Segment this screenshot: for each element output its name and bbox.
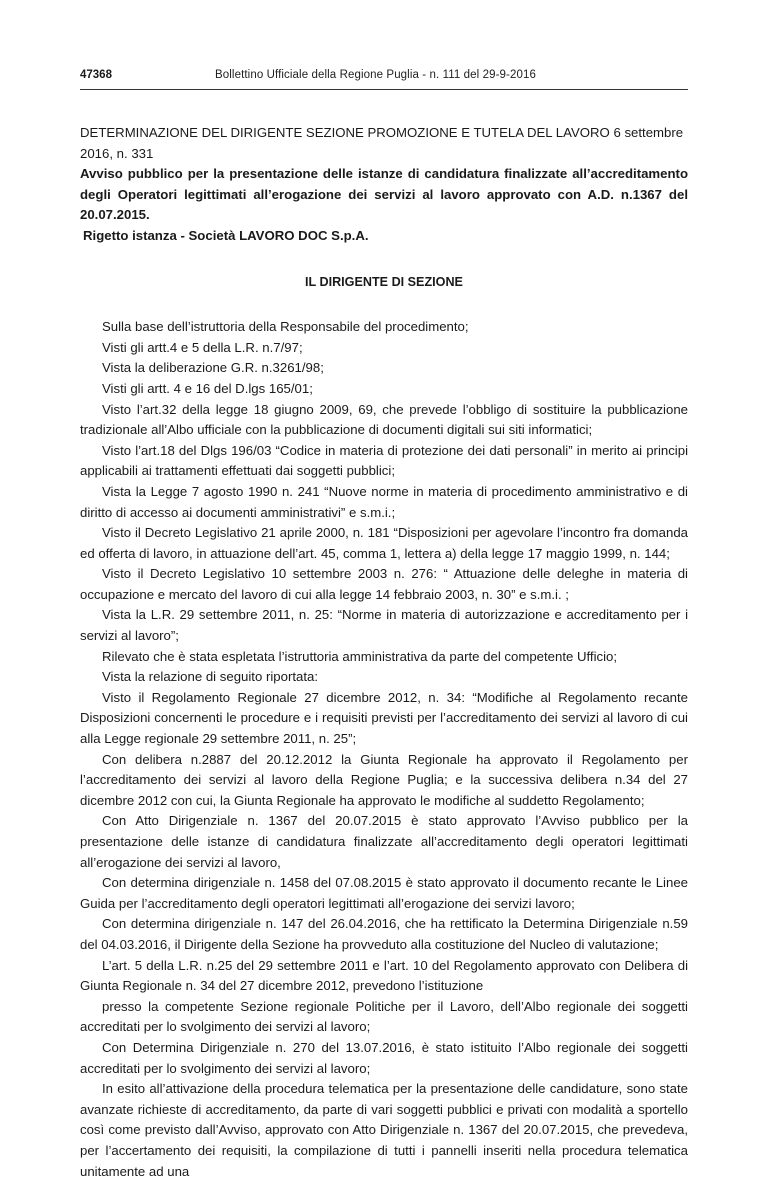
determination-title: DETERMINAZIONE DEL DIRIGENTE SEZIONE PROMOZIONE E TUTELA DEL LAVORO 6 settembre 2016, n. 331 (80, 125, 684, 161)
running-title: Bollettino Ufficiale della Regione Puglia - n. 111 del 29-9-2016 (215, 69, 536, 81)
paragraph: Visto l’art.18 del Dlgs 196/03 “Codice in materia di protezione dei dati personali” in merito ai principi applicabili ai trattamenti effettuati dai soggetti pubblici; (80, 442, 688, 479)
paragraph: Visti gli artt. 4 e 16 del D.lgs 165/01; (102, 380, 313, 396)
paragraph: Rilevato che è stata espletata l’istruttoria amministrativa da parte del competente Ufficio; (102, 648, 618, 664)
header-rule (80, 89, 688, 90)
paragraph: Visto il Decreto Legislativo 10 settembre 2003 n. 276: “ Attuazione delle deleghe in materia di occupazione e mercato del lavoro di cui alla legge 14 febbraio 2003, n. 30” e s.m.i. ; (80, 566, 688, 602)
paragraph: Con determina dirigenziale n. 147 del 26.04.2016, che ha rettificato la Determina Dirigenziale n.59 del 04.03.2016, il Dirigente della Sezione ha provveduto alla costituzione del Nucleo di valutazione; (80, 916, 688, 952)
paragraph: presso la competente Sezione regionale Politiche per il Lavoro, dell’Albo regionale dei soggetti accreditati per lo svolgimento dei servizi al lavoro; (80, 998, 688, 1035)
paragraph: Visto l’art.32 della legge 18 giugno 2009, 69, che prevede l’obbligo di sostituire la pubblicazione tradizionale all’Albo ufficiale con la pubblicazione di documenti digitali sui siti informatici; (80, 401, 688, 438)
section-heading: IL DIRIGENTE DI SEZIONE (305, 274, 463, 289)
paragraph: Con determina dirigenziale n. 1458 del 07.08.2015 è stato approvato il documento recante le Linee Guida per l’accreditamento degli operatori legittimati all’erogazione dei servizi lavoro; (80, 875, 688, 911)
paragraph: Vista la relazione di seguito riportata: (102, 669, 319, 685)
page-number: 47368 (80, 69, 112, 81)
paragraph: In esito all’attivazione della procedura telematica per la presentazione delle candidature, sono state avanzate richieste di accreditamento, da parte di vari soggetti pubblici e privati con modalità a sportello così come previsto dall’Avviso, approvato con Atto Dirigenziale n. 1367 del 20.07.2015, che prevedeva, per l’accertamento dei requisiti, la compilazione di tutti i pannelli inseriti nella procedura telematica unitamente ad una (80, 1081, 688, 1179)
subject-rejection-line: Rigetto istanza - Società LAVORO DOC S.p.A. (83, 227, 369, 243)
paragraph: Sulla base dell’istruttoria della Responsabile del procedimento; (102, 319, 469, 335)
paragraph: Visto il Regolamento Regionale 27 dicembre 2012, n. 34: “Modifiche al Regolamento recante Disposizioni concernenti le procedure e i requisiti previsti per l’accreditamento dei servizi al lavoro di cui alla Legge regionale 29 settembre 2011, n. 25”; (80, 689, 688, 747)
subject-line: Avviso pubblico per la presentazione delle istanze di candidatura finalizzate all’accreditamento degli Operatori legittimati all’erogazione dei servizi al lavoro approvato con A.D. n.1367 del 20.07.2015. (80, 166, 688, 223)
paragraph: Vista la Legge 7 agosto 1990 n. 241 “Nuove norme in materia di procedimento amministrativo e di diritto di accesso ai documenti amministrativi” e s.m.i.; (80, 483, 688, 520)
paragraph: Visti gli artt.4 e 5 della L.R. n.7/97; (102, 339, 303, 355)
paragraph: Visto il Decreto Legislativo 21 aprile 2000, n. 181 “Disposizioni per agevolare l’incontro fra domanda ed offerta di lavoro, in attuazione dell’art. 45, comma 1, lettera a) della legge 17 maggio 1999, n. 144; (80, 525, 688, 561)
paragraph: L’art. 5 della L.R. n.25 del 29 settembre 2011 e l’art. 10 del Regolamento approvato con Delibera di Giunta Regionale n. 34 del 27 dicembre 2012, prevedono l’istituzione (80, 957, 688, 994)
page-header (80, 69, 688, 89)
paragraph: Con Atto Dirigenziale n. 1367 del 20.07.2015 è stato approvato l’Avviso pubblico per la presentazione delle istanze di candidatura finalizzate all’accreditamento degli operatori legittimati all’erogazione dei servizi al lavoro, (80, 813, 688, 870)
document-body (80, 123, 688, 1182)
paragraph: Con delibera n.2887 del 20.12.2012 la Giunta Regionale ha approvato il Regolamento per l’accreditamento dei servizi al lavoro della Regione Puglia; e la successiva delibera n.34 del 27 dicembre 2012 con cui, la Giunta Regionale ha approvato le modifiche al suddetto Regolamento; (80, 751, 688, 808)
paragraph: Vista la deliberazione G.R. n.3261/98; (102, 360, 324, 376)
paragraph: Con Determina Dirigenziale n. 270 del 13.07.2016, è stato istituito l’Albo regionale dei soggetti accreditati per lo svolgimento dei servizi al lavoro; (80, 1039, 688, 1076)
paragraph: Vista la L.R. 29 settembre 2011, n. 25: “Norme in materia di autorizzazione e accreditamento per i servizi al lavoro”; (80, 607, 688, 644)
